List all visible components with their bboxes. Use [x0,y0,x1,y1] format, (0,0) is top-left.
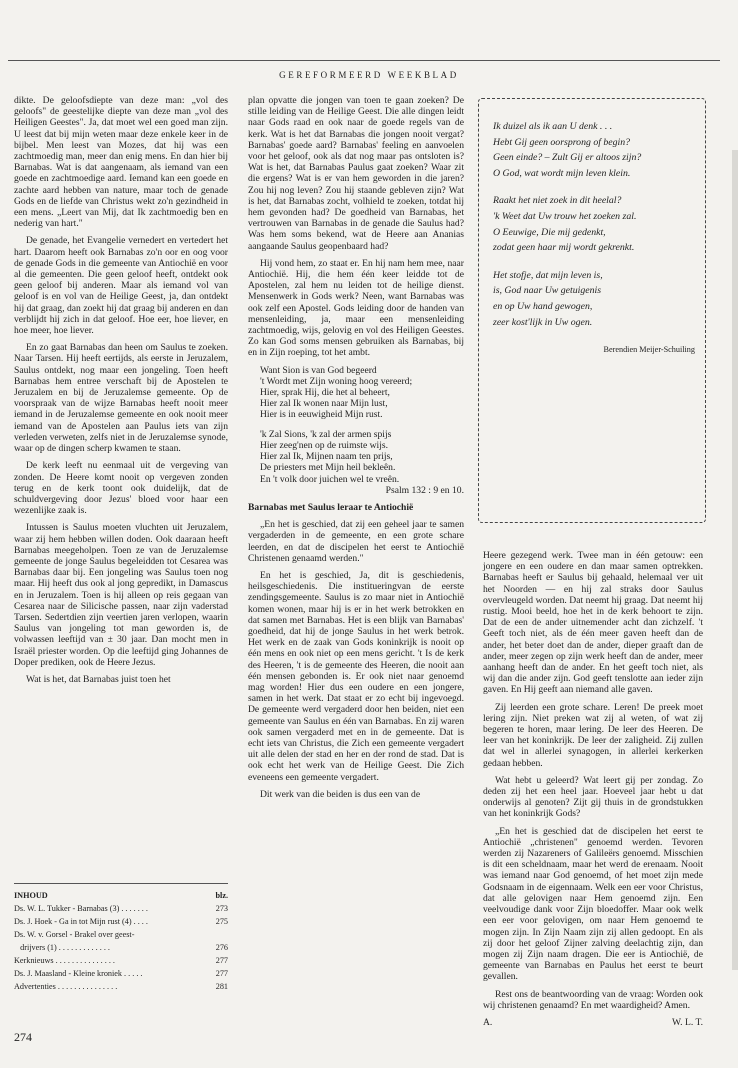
toc-title: Advertenties . . . . . . . . . . . . . . . [14,982,118,991]
toc-page: 281 [215,982,228,991]
paragraph: De kerk leeft nu eenmaal uit de vergeving van zonden. De Heere komt nooit op vergeven zonden terug en de kerk toont ook duidelijk, dat de schuldvergeving door Jezus' bloed voor haar een wezenlijke zaak is. [14,460,228,517]
page-edge-shadow [732,150,738,970]
toc-title: Kerknieuws . . . . . . . . . . . . . . . [14,956,115,965]
poem-stanza: Ik duizel als ik aan U denk . . . Hebt Gij geen oorsprong of begin? Geen einde? – Zult Gij er altoos zijn? O God, wat wordt mijn leven klein. [493,121,642,179]
signoff-left: A. [483,1016,493,1028]
toc-page-heading: blz. [215,891,228,900]
toc-page: 275 [215,917,228,926]
paragraph: „En het is geschied dat de discipelen het eerst te Antiochië „christenen" genoemd werden. Tevoren werden zij Nazareners of Galileërs genoemd. Misschien is dit een scheldnaam, maar het werd de erenaam. Nooit was iemand naar God genoemd, of het moet zijn mede Godsnaam in de eigennaam. Welk een eer voor Christus, dat alle gelovigen naar Hem genoemd zijn. Een veelvoudige dank voor Zijn bloedoffer. Maar ook welk een eer voor gelovigen, om naar Hem genoemd te mogen zijn. In Zijn Naam zijn zij allen gedoopt. En als zij door het geloof Zijner zalving deelachtig zijn, dan mogen zij Zijn naam dragen. Die eer is Antiochië, de gemeente van Barnabas en Paulus het eerst te beurt gevallen. [483,825,703,983]
toc-title: Ds. W. L. Tukker - Barnabas (3) . . . . . . . [14,904,148,913]
paragraph: En zo gaat Barnabas dan heen om Saulus te zoeken. Naar Tarsen. Hij heeft eertijds, als eerste in Jeruzalem, Saulus ontdekt, nog maar een jongeling. Toen heeft Barnabas hem entree verschaft bij de Apostelen te Jeruzalem en bij de Jeruzalemse gemeente. Op de voorspraak van de wijze Barnabas heeft nooit meer iemand in de Jeruzalemse gemeente en ook nooit meer iemand van de Apostelen aan Paulus iets van zijn verleden verweten, zelfs niet in de Jeruzalemse synode, waar op de dingen scherp kwamen te staan. [14,342,228,455]
toc-heading: INHOUD [14,891,48,900]
table-of-contents [14,883,228,993]
toc-title: Ds. J. Maasland - Kleine kroniek . . . . . [14,969,143,978]
paragraph: En het is geschied, Ja, dit is geschiedenis, heilsgeschiedenis. Die institueringvan de eerste zendingsgemeente. Saulus is zo maar niet in Antiochië komen wonen, maar hij is er in het werk betrokken en dat samen met Barnabas. Het is een blijk van Barnabas' goedheid, dat hij de jonge Saulus in het werk betrok. Het werk en de zaak van Gods koninkrijk is nooit op één mens en ook niet op een mens gericht. 't Is de kerk des Heeren, 't is de gemeente des Heeren, die nooit aan één mensen gebonden is. Er ook niet naar genoemd mag worden! Hier dus een oudere en een jongere, samen in het werk. Dat staat er zo echt bij ingevoegd. De gemeente werd vergaderd door hen beiden, niet een gemeente van Saulus en één van Barnabas. En zij waren ook samen vergaderd met en in de gemeente. Dat is echt iets van Christus, die Zich een gemeente vergadert uit alle delen der stad en her en der rond de stad. Dat is ook echt het werk van de Heilige Geest. Die Zich eveneens een gemeente vergadert. [248,569,464,783]
toc-row[interactable] [14,980,228,993]
paragraph: Rest ons de beantwoording van de vraag: Worden ook wij christenen genaamd? En met waardigheid? Amen. [483,988,703,1011]
psalm-verse-1: Want Sion is van God begeerd 't Wordt met Zijn woning hoog vereerd; Hier, sprak Hij, die het al beheert, Hier zal Ik wonen naar Mijn lust, Hier is in eeuwigheid Mijn rust. [260,364,413,421]
section-heading: Barnabas met Saulus leraar te Antiochië [248,501,414,513]
toc-row[interactable] [14,902,228,915]
column-3 [483,550,703,1028]
paragraph: Wat is het, dat Barnabas juist toen het [26,673,171,685]
toc-page: 276 [215,943,228,952]
toc-row[interactable] [14,941,228,954]
paragraph: plan opvatte die jongen van toen te gaan zoeken? De stille leiding van de Heilige Geest. Die alle dingen leidt naar Gods raad en ook naar de goede regels van de kerk. Wat is het dat Barnabas die jongen nooit vergat? Barnabas' goede aard? Barnabas' feeling en aanvoelen voor het geloof, ook als dat nog maar pas ontsloten is? Wat is het, dat Barnabas Paulus gaat zoeken? Waar zit die ergens? Wat is er van hem geworden in die jaren? Zou hij nog leven? Zou hij staande gebleven zijn? Wat is het, dat Barnabas zocht, volhield te zoeken, totdat hij hem gevonden had? De goedheid van Barnabas, het vertrouwen van Barnabas in de genade die Saulus had? Was hem soms bekend, wat de Heere aan Ananias aangaande Saulus geopenbaard had? [248,95,464,252]
top-rule [8,60,720,61]
running-header: GEREFORMEERD WEEKBLAD [279,70,459,80]
paragraph: Zij leerden een grote schare. Leren! De preek moet lering zijn. Niet preken wat zij al weten, of wat zij begeren te horen, maar lering. De leer des Heeren. De leer van het koninkrijk. De leer der zaligheid. Zij zullen dat wel in allerlei synagogen, in allerlei kerkerken gedaan hebben. [483,701,703,769]
paragraph: Wat hebt u geleerd? Wat leert gij per zondag. Zo deden zij het een heel jaar. Hoeveel jaar hebt u dat onderwijs al genoten? Zijt gij thuis in de grondstukken van het koninkrijk Gods? [483,774,703,820]
toc-page [204,928,228,941]
paragraph: dikte. De geloofsdiepte van deze man: „vol des geloofs" de geestelijke diepte van deze man „vol des Heiligen Geestes". Ja, dat moet wel een goed man zijn. U leest dat bij mijn weten maar deze enkele keer in de bijbel. Men leest van Mozes, dat hij was een zachtmoedig man, meer dan enig mens. En dan hier bij Barnabas. Wat is dat aangenaam, als iemand van een goede en zachtmoedige aard. Iemand kan een goede en zachte aard hebben van nature, maar toch de genade Gods en de liefde van Christus wekt zo'n gezindheid in een mens. „Leert van Mij, dat Ik zachtmoedig ben en nederig van hart." [14,95,228,230]
psalm-verse-2: 'k Zal Sions, 'k zal der armen spijs Hier zeeg'nen op de ruimste wijs. Hier zal Ik, Mijnen naam ten prijs, De priesters met Mijn heil bekleên. En 't volk door juichen wel te vreên. [260,428,400,485]
poem-box [478,98,706,523]
toc-row[interactable] [14,954,228,967]
toc-title: drijvers (1) . . . . . . . . . . . . . [14,943,110,952]
toc-page: 277 [215,956,228,965]
signoff [483,1017,703,1028]
paragraph: „En het is geschied, dat zij een geheel jaar te samen vergaderden in de gemeente, en een grote schare leerden, en dat de discipelen het eerst te Antiochië Christenen genaamd werden." [248,519,464,564]
paragraph: De genade, het Evangelie vernedert en vertedert het hart. Daarom heeft ook Barnabas zo'n oor en oog voor de genade Gods in die gemeente van Antiochië en voor al die gemeenten. Die geen geloof heeft, ontdekt ook geen geloof bij anderen. Maar als iemand vol van geloof is en vol van de Heilige Geest, ja, dan ontdekt hij dat graag, dan zoekt hij dat graag bij anderen en dan verblijdt hij zich in dat geloof. Hoe eer, hoe liever, en hoe meer, hoe liever. [14,235,228,337]
paragraph: Hij vond hem, zo staat er. En hij nam hem mee, naar Antiochië. Hij, die hem één keer leidde tot de Apostelen, zal hem nu leiden tot de heilige dienst. Mensenwerk in Gods werk? Neen, want Barnabas was ook zelf een Apostel. Gods leiding door de handen van mensenleiding, ja, maar een mensenleiding zachtmoedig, wijs, gelovig en vol des Heiligen Geestes. Zo kan God soms mensen gebruiken als Barnabas, bij en in Zijn roeping, tot het ambt. [248,257,464,359]
toc-title: Ds. W. v. Gorsel - Brakel over geest- [14,930,135,939]
toc-header [14,883,228,902]
toc-title: Ds. J. Hoek - Ga in tot Mijn rust (4) . . . . [14,917,148,926]
paragraph: Heere gezegend werk. Twee man in één getouw: een jongere en een oudere en dan maar samen optrekken. Barnabas heeft er Saulus bij gehaald, helemaal ver uit het Noorden — en hij zal straks door Saulus overvleugeld worden. Dat neemt hij graag. Dat neemt hij rustig. Mooi beeld, hoe het in de kerk behoort te zijn. Dat de een de ander uitnemender acht dan zichzelf. 't Geeft toch niet, als de één meer gaven heeft dan de ander, het beter doet dan de ander, dieper graaft dan de ander, meer zegen op zijn werk heeft dan de ander, meer aanhang heeft dan de ander. En het geeft toch niet, als wij dan die ander zijn. God geeft tenslotte aan ieder zijn gaven. En Hij geeft aan niemand alle gaven. [483,550,703,696]
poem-author: Berendien Meijer-Schuiling [603,345,695,355]
poem-stanza: Het stofje, dat mijn leven is, is, God naar Uw getuigenis en op Uw hand gewogen, zeer kost'lijk in Uw ogen. [493,269,603,328]
paragraph: Intussen is Saulus moeten vluchten uit Jeruzalem, waar zij hem hebben willen doden. Ook daaraan heeft Barnabas meegeholpen. Toen ze van de Jeruzalemse gemeente de jonge Saulus begeleidden tot Cesarea was Barnabas daar bij. Een jongeling was Saulus toen nog maar. Hij heeft dus ook al jong gepredikt, in Damascus en in Jeruzalem. Toen is hij alleen op reis gegaan van Cesarea naar de Silicische passen, naar zijn vaderstad Tarsen. Sedertdien zijn veertien jaren verlopen, waarin Saulus van jongeling tot man geworden is, de volwassen leeftijd van ± 30 jaar. Dan mocht men in Israël priester worden. Op die leeftijd ging Johannes de Doper prediken, ook de Heere Jezus. [14,522,228,668]
psalm-reference: Psalm 132 : 9 en 10. [385,484,464,496]
toc-row[interactable] [14,915,228,928]
signoff-author: W. L. T. [671,1016,703,1028]
column-2 [248,95,464,806]
toc-page: 277 [215,969,228,978]
toc-row[interactable] [14,967,228,980]
poem-stanza: Raakt het niet zoek in dit heelal? 'k Weet dat Uw trouw het zoeken zal. O Eeuwige, Die mij gedenkt, zodat geen haar mij wordt gekrenkt. [493,195,637,254]
toc-row[interactable] [14,928,228,941]
column-1 [14,95,228,691]
page-number: 274 [14,1030,32,1044]
toc-page: 273 [215,904,228,913]
paragraph: Dit werk van die beiden is dus een van de [260,788,421,800]
